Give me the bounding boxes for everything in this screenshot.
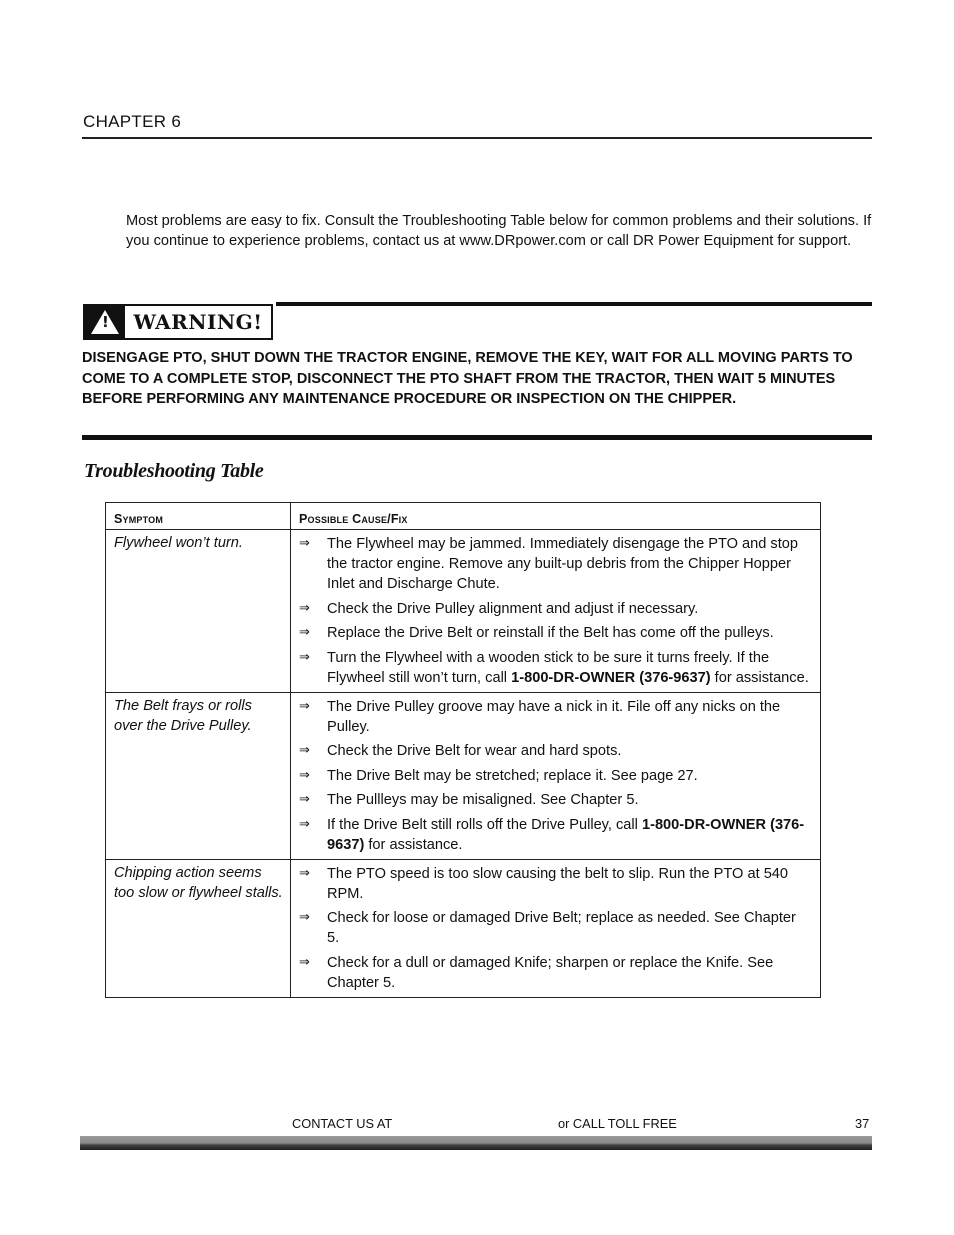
fix-segment: The Flywheel may be jammed. Immediately disengage the PTO and stop the tractor engine. Remove any built-up debris from the Chipper Hopper Inlet and Discharge Chute.	[327, 536, 799, 592]
chapter-heading: CHAPTER 6	[83, 112, 182, 131]
arrow-icon: ⇒	[299, 865, 310, 881]
table-row	[106, 859, 821, 997]
fix-segment: The Pullleys may be misaligned. See Chapter 5.	[327, 792, 639, 808]
fix-text	[327, 534, 812, 594]
arrow-icon: ⇒	[299, 954, 310, 970]
fix-segment: for assistance.	[710, 669, 809, 686]
list-item	[299, 697, 812, 737]
list-item	[299, 766, 812, 786]
footer-rule	[80, 1136, 872, 1150]
cause-fix-cell	[291, 692, 821, 859]
list-item	[299, 741, 812, 761]
fix-segment: If the Drive Belt still rolls off the Drive Pulley, call	[327, 816, 642, 833]
fix-text	[327, 648, 812, 688]
warning-label: WARNING!	[133, 310, 263, 334]
table-header-row	[106, 503, 821, 530]
arrow-icon: ⇒	[299, 625, 310, 640]
symptom-cell: Flywheel won’t turn.	[106, 530, 291, 693]
fix-text	[327, 599, 812, 619]
cause-fix-cell	[291, 530, 821, 693]
list-item	[299, 864, 812, 904]
arrow-icon: ⇒	[299, 743, 310, 758]
fix-text	[327, 790, 812, 810]
table-row	[106, 530, 821, 693]
fix-text	[327, 908, 812, 948]
warning-top-rule	[276, 302, 872, 306]
header-symptom: Symptom	[106, 503, 291, 530]
arrow-icon: ⇒	[299, 698, 310, 714]
arrow-icon: ⇒	[299, 792, 310, 807]
symptom-cell: Chipping action seems too slow or flywheel stalls.	[106, 859, 291, 997]
list-item	[299, 623, 812, 643]
arrow-icon: ⇒	[299, 816, 310, 832]
fix-segment: Replace the Drive Belt or reinstall if the Belt has come off the pulleys.	[327, 625, 774, 641]
fix-segment: Check the Drive Belt for wear and hard spots.	[327, 743, 622, 759]
fix-text	[327, 623, 812, 643]
arrow-icon: ⇒	[299, 600, 310, 616]
list-item	[299, 648, 812, 688]
fix-segment: The Drive Pulley groove may have a nick in it. File off any nicks on the Pulley.	[327, 698, 781, 735]
arrow-icon: ⇒	[299, 536, 310, 551]
intro-paragraph: Most problems are easy to fix. Consult the Troubleshooting Table below for common problems and their solutions. If you continue to experience problems, contact us at www.DRpower.com or call DR Power Equipment for support.	[126, 213, 872, 249]
fix-segment: Check for a dull or damaged Knife; sharpen or replace the Knife. See Chapter 5.	[327, 954, 774, 991]
chapter-divider	[82, 137, 872, 139]
troubleshooting-table	[105, 502, 821, 998]
arrow-icon: ⇒	[299, 767, 310, 783]
header-cause-fix: Possible Cause/Fix	[291, 503, 821, 530]
fix-segment: Check the Drive Pulley alignment and adjust if necessary.	[327, 600, 699, 617]
fix-segment: Turn the Flywheel with a wooden stick to be sure it turns freely. If the Flywheel still won’t turn, call	[327, 649, 770, 686]
list-item	[299, 953, 812, 993]
phone-number: 1-800-DR-OWNER (376-9637)	[327, 816, 805, 853]
fix-list	[299, 864, 812, 993]
fix-segment: Check for loose or damaged Drive Belt; replace as needed. See Chapter 5.	[327, 910, 796, 946]
fix-text	[327, 766, 812, 786]
list-item	[299, 599, 812, 619]
arrow-icon: ⇒	[299, 649, 310, 665]
warning-triangle-icon: !	[91, 310, 119, 334]
table-row	[106, 692, 821, 859]
arrow-icon: ⇒	[299, 910, 310, 925]
warning-bottom-rule	[82, 435, 872, 440]
warning-text: DISENGAGE PTO, SHUT DOWN THE TRACTOR ENGINE, REMOVE THE KEY, WAIT FOR ALL MOVING PARTS TO COME TO A COMPLETE STOP, DISCONNECT THE PTO SHAFT FROM THE TRACTOR, THEN WAIT 5 MINUTES BEFORE PERFORMING ANY MAINTENANCE PROCEDURE OR INSPECTION ON THE CHIPPER.	[82, 350, 853, 407]
fix-text	[327, 741, 812, 761]
fix-text	[327, 953, 812, 993]
fix-list	[299, 697, 812, 855]
fix-text	[327, 697, 812, 737]
page-number: 37	[855, 1116, 870, 1131]
list-item	[299, 815, 812, 855]
fix-text	[327, 815, 812, 855]
footer-toll-free: or CALL TOLL FREE	[558, 1116, 677, 1131]
fix-segment: The PTO speed is too slow causing the belt to slip. Run the PTO at 540 RPM.	[327, 865, 789, 902]
list-item	[299, 534, 812, 594]
fix-segment: The Drive Belt may be stretched; replace it. See page 27.	[327, 767, 698, 784]
phone-number: 1-800-DR-OWNER (376-9637)	[511, 669, 711, 686]
list-item	[299, 790, 812, 810]
fix-segment: for assistance.	[364, 836, 463, 853]
fix-text	[327, 864, 812, 904]
cause-fix-cell	[291, 859, 821, 997]
symptom-cell: The Belt frays or rolls over the Drive Pulley.	[106, 692, 291, 859]
fix-list	[299, 534, 812, 688]
warning-badge	[83, 304, 273, 340]
footer-contact: CONTACT US AT	[292, 1116, 393, 1131]
section-title: Troubleshooting Table	[84, 460, 264, 482]
list-item	[299, 908, 812, 948]
